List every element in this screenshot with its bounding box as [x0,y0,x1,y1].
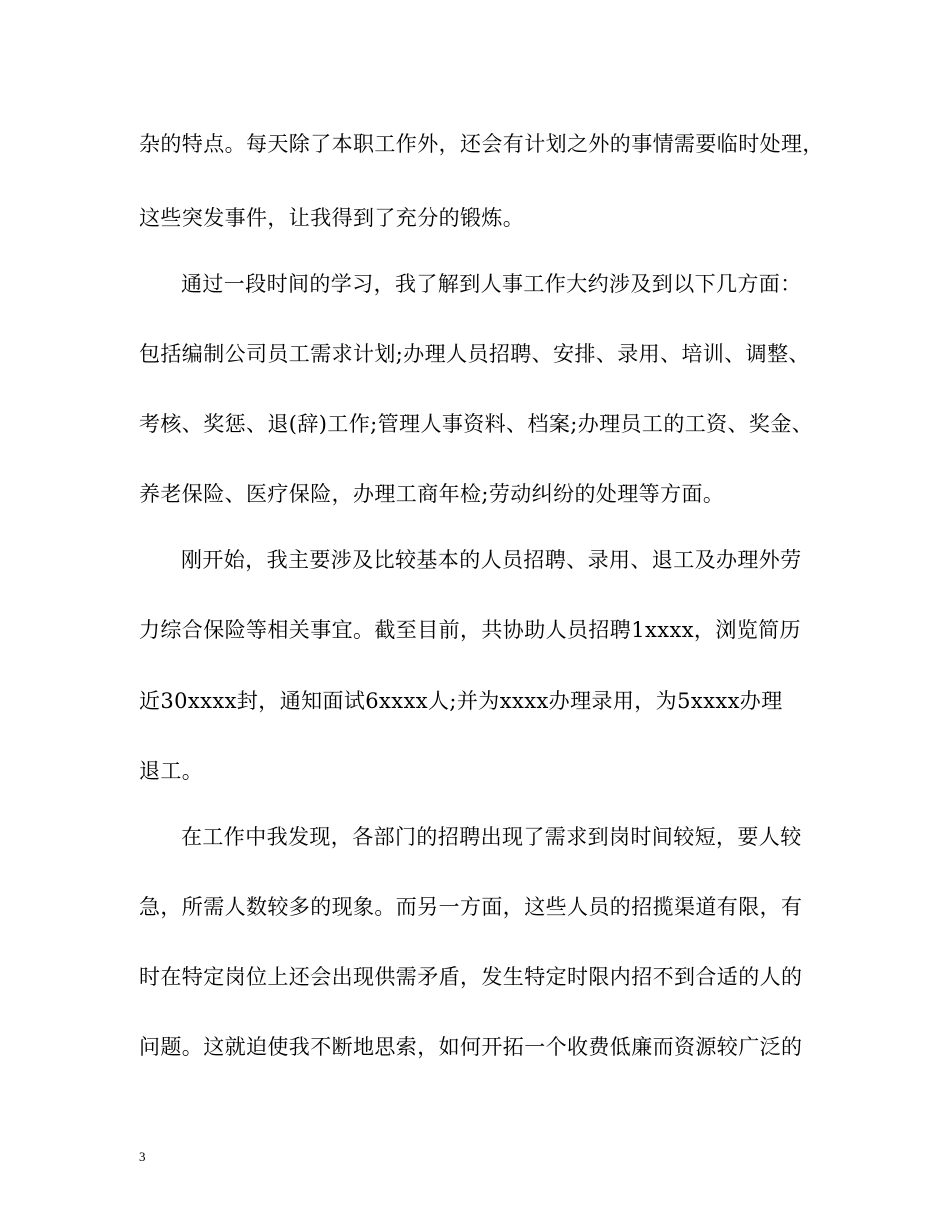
paragraph-first-line: 在工作中我发现，各部门的招聘出现了需求到岗时间较短，要人较 [181,825,802,849]
body-text-line: 杂的特点。每天除了本职工作外，还会有计划之外的事情需要临时处理， [139,132,824,156]
paragraph-first-line: 通过一段时间的学习，我了解到人事工作大约涉及到以下几方面： [181,272,802,296]
body-text-line: 问题。这就迫使我不断地思索，如何开拓一个收费低廉而资源较广泛的 [139,1035,803,1059]
body-text-line: 近30xxxx封，通知面试6xxxx人;并为xxxx办理录用，为5xxxx办理 [139,689,783,713]
body-text-line: 急，所需人数较多的现象。而另一方面，这些人员的招揽渠道有限，有 [139,895,803,919]
body-text-line: 力综合保险等相关事宜。截至目前，共协助人员招聘1xxxx，浏览简历 [139,618,801,642]
paragraph-first-line: 刚开始，我主要涉及比较基本的人员招聘、录用、退工及办理外劳 [181,548,802,572]
body-text-line: 考核、奖惩、退(辞)工作;管理人事资料、档案;办理员工的工资、奖金、 [139,412,814,436]
body-text-line: 时在特定岗位上还会出现供需矛盾，发生特定时限内招不到合适的人的 [139,965,803,989]
body-text-line: 养老保险、医疗保险，办理工商年检;劳动纠纷的处理等方面。 [139,482,725,506]
body-text-line: 退工。 [139,759,204,783]
body-text-line: 这些突发事件，让我得到了充分的锻炼。 [139,206,525,230]
body-text-line: 包括编制公司员工需求计划;办理人员招聘、安排、录用、培训、调整、 [139,342,810,366]
page-number: 3 [139,1149,146,1164]
